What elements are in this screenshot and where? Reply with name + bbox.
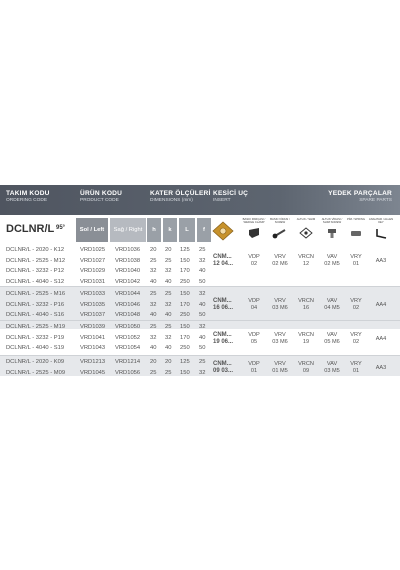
cell-sol: VRD1213: [80, 359, 106, 365]
pill-l: L: [179, 218, 195, 242]
cell-code: DCLNR/L - 2525 - M19: [6, 324, 66, 330]
cell-sag: VRD1054: [115, 345, 141, 351]
spare-part-line: 01: [352, 261, 360, 267]
spare-part-line: VAV: [326, 298, 338, 304]
table-row: [0, 300, 212, 310]
cell-l: 250: [180, 278, 190, 285]
cell-code: DCLNR/L - 3232 - P12: [6, 268, 65, 274]
cell-f: 32: [199, 291, 206, 297]
cell-code: DCLNR/L - 3232 - P19: [6, 334, 65, 341]
table-row: [0, 322, 212, 332]
cell-code: DCLNR/L - 2525 - M12: [6, 257, 66, 264]
insert-code-line: 12 04...: [213, 261, 234, 267]
model-angle: 95°: [56, 225, 66, 231]
cell-f: 32: [199, 257, 206, 264]
spare-part-line: VRY: [350, 298, 362, 304]
cell-sag: VRD1036: [115, 247, 141, 253]
spare-part-line: VDP: [248, 332, 260, 338]
header-product-code: ÜRÜN KODU PRODUCT CODE: [80, 190, 123, 203]
cell-k: 40: [165, 278, 172, 285]
spare-part-line: VRCN: [298, 332, 314, 338]
spare-shim-col: ALTLIK / SHIM: [293, 218, 319, 244]
spare-part-line: AA4: [375, 302, 387, 308]
spare-part-line: VDP: [248, 254, 260, 260]
cell-k: 40: [165, 345, 172, 351]
spare-part-line: AA4: [375, 336, 387, 342]
insert-code: [213, 332, 243, 346]
cell-sol: VRD1029: [80, 268, 106, 274]
table-row: [0, 368, 212, 378]
spare-part-cell: [267, 254, 293, 268]
model-title: DCLNR/L: [6, 223, 55, 235]
cell-f: 25: [199, 359, 206, 365]
cell-f: 40: [199, 301, 206, 308]
pill-h: h: [147, 218, 161, 242]
cell-h: 40: [150, 345, 157, 351]
cell-k: 25: [165, 324, 172, 330]
cell-sag: VRD1050: [115, 324, 141, 330]
insert-code: [213, 298, 243, 312]
cell-k: 32: [165, 301, 172, 308]
cell-k: 20: [165, 359, 172, 365]
cell-f: 40: [199, 334, 206, 341]
spare-part-line: VRY: [350, 254, 362, 260]
spare-part-line: VRCN: [298, 298, 314, 304]
cell-sag: VRD1046: [115, 301, 141, 308]
table-row: [0, 357, 212, 367]
cell-sol: VRD1035: [80, 301, 106, 308]
group-separator: [0, 355, 400, 356]
cell-f: 50: [199, 345, 206, 351]
insert-code-line: 19 06...: [213, 339, 234, 345]
cell-h: 32: [150, 334, 157, 341]
spare-part-cell: [319, 332, 345, 346]
spare-part-line: 04: [250, 305, 258, 311]
cell-l: 150: [180, 257, 190, 264]
spare-part-cell: [293, 254, 319, 268]
insert-code-line: 09 03...: [213, 368, 234, 374]
spare-part-cell: [293, 332, 319, 346]
spare-part-cell: [319, 361, 345, 375]
spare-part-cell: [293, 298, 319, 312]
cell-sol: VRD1037: [80, 312, 106, 318]
spare-part-line: 16: [302, 305, 310, 311]
cell-code: DCLNR/L - 3232 - P16: [6, 301, 65, 308]
spare-part-line: 01 M5: [272, 368, 288, 374]
cell-l: 170: [180, 301, 190, 308]
header-insert: KESİCİ UÇ INSERT: [213, 190, 249, 203]
cell-l: 250: [180, 345, 190, 351]
spare-part-line: 05 M6: [324, 339, 340, 345]
spare-part-line: VRV: [274, 298, 286, 304]
spare-part-line: VRV: [274, 254, 286, 260]
insert-code: [213, 361, 243, 375]
spare-allen-key-col: ANAHTAR / ALLEN KEY: [368, 218, 394, 244]
spare-part-cell: [241, 254, 267, 268]
cell-h: 25: [150, 324, 157, 330]
spare-part-line: 01: [250, 368, 258, 374]
spare-part-line: 02 M5: [324, 261, 340, 267]
spare-part-line: 01: [352, 368, 360, 374]
pill-right: Sağ / Right: [110, 218, 146, 242]
cell-k: 25: [165, 291, 172, 297]
wedge-clamp-icon: [247, 227, 261, 239]
cell-k: 32: [165, 268, 172, 274]
spare-part-cell: [368, 336, 394, 343]
spare-part-line: AA3: [375, 365, 387, 371]
spare-part-line: 04 M5: [324, 305, 340, 311]
spare-part-line: VRV: [274, 361, 286, 367]
table-row: [0, 245, 212, 255]
cell-sol: VRD1045: [80, 369, 106, 376]
table-row: [0, 343, 212, 353]
cell-k: 25: [165, 257, 172, 264]
spare-part-line: AA3: [375, 258, 387, 264]
cell-sag: VRD1056: [115, 369, 141, 376]
spare-part-cell: [267, 361, 293, 375]
spare-part-cell: [241, 361, 267, 375]
spare-part-cell: [241, 332, 267, 346]
spare-part-line: 12: [302, 261, 310, 267]
cell-k: 25: [165, 369, 172, 376]
cell-sag: VRD1048: [115, 312, 141, 318]
cell-k: 40: [165, 312, 172, 318]
allen-key-icon: [374, 227, 388, 239]
cell-sag: VRD1040: [115, 268, 141, 274]
cell-l: 170: [180, 334, 190, 341]
cell-l: 150: [180, 291, 190, 297]
cell-h: 40: [150, 312, 157, 318]
header-dimensions: KATER ÖLÇÜLERİ DIMENSIONS (mm): [150, 190, 211, 203]
spare-part-line: 05: [250, 339, 258, 345]
cell-sol: VRD1031: [80, 278, 106, 285]
spare-part-line: 09: [302, 368, 310, 374]
shim-screw-icon: [325, 227, 339, 239]
table-header-bar: [0, 185, 400, 215]
spare-part-cell: [343, 254, 369, 268]
insert-diamond-icon: [212, 221, 234, 241]
spare-part-line: 02 M6: [272, 261, 288, 267]
cell-code: DCLNR/L - 2020 - K09: [6, 359, 65, 365]
insert-code-line: CNM...: [213, 332, 232, 338]
cell-code: DCLNR/L - 4040 - S16: [6, 312, 65, 318]
spare-spring-col: PİM / SPRING: [343, 218, 369, 244]
spare-part-cell: [319, 298, 345, 312]
spare-part-line: VDP: [248, 298, 260, 304]
cell-h: 25: [150, 369, 157, 376]
spare-part-line: 03 M6: [272, 305, 288, 311]
pill-k: k: [163, 218, 177, 242]
spare-part-line: 02: [352, 305, 360, 311]
table-row: [0, 277, 212, 287]
model-row: [0, 218, 400, 244]
cell-code: DCLNR/L - 2525 - M09: [6, 369, 66, 376]
cell-l: 150: [180, 324, 190, 330]
spare-part-line: 19: [302, 339, 310, 345]
cell-sol: VRD1025: [80, 247, 106, 253]
table-row: [0, 256, 212, 266]
spare-part-cell: [368, 365, 394, 372]
spare-part-line: VRV: [274, 332, 286, 338]
screw-icon: [272, 227, 288, 239]
pill-f: f: [197, 218, 211, 242]
cell-sag: VRD1038: [115, 257, 141, 264]
table-row: [0, 266, 212, 276]
spare-part-cell: [343, 332, 369, 346]
table-row: [0, 333, 212, 343]
spare-part-cell: [241, 298, 267, 312]
spare-part-line: VAV: [326, 332, 338, 338]
cell-f: 32: [199, 369, 206, 376]
spare-part-line: VRCN: [298, 361, 314, 367]
header-spare-parts: YEDEK PARÇALAR SPARE PARTS: [328, 190, 392, 203]
cell-sag: VRD1042: [115, 278, 141, 285]
spare-part-line: VAV: [326, 254, 338, 260]
table-row: [0, 289, 212, 299]
cell-f: 40: [199, 268, 206, 274]
cell-l: 150: [180, 369, 190, 376]
spare-part-cell: [368, 258, 394, 265]
insert-code-line: CNM...: [213, 361, 232, 367]
spare-part-cell: [368, 302, 394, 309]
spare-part-line: VDP: [248, 361, 260, 367]
insert-code-line: CNM...: [213, 298, 232, 304]
spare-part-line: 03 M5: [324, 368, 340, 374]
spare-wedge-clamp-col: BASKI PARÇASI / WEDGE CLAMP: [241, 218, 267, 244]
spare-part-line: VRCN: [298, 254, 314, 260]
spare-part-cell: [267, 298, 293, 312]
cell-f: 32: [199, 324, 206, 330]
cell-h: 20: [150, 359, 157, 365]
cell-sag: VRD1044: [115, 291, 141, 297]
spare-part-line: VRY: [350, 332, 362, 338]
spare-shim-screw-col: ALTLIK VİDASI / SHIM SCREW: [319, 218, 345, 244]
cell-sol: VRD1043: [80, 345, 106, 351]
cell-k: 32: [165, 334, 172, 341]
pill-left: Sol / Left: [76, 218, 108, 242]
cell-f: 50: [199, 312, 206, 318]
spare-part-line: 02: [352, 339, 360, 345]
cell-l: 125: [180, 247, 190, 253]
group-separator: [0, 320, 400, 321]
cell-sol: VRD1041: [80, 334, 106, 341]
cell-f: 25: [199, 247, 206, 253]
cell-l: 170: [180, 268, 190, 274]
spare-part-cell: [293, 361, 319, 375]
spare-part-cell: [343, 298, 369, 312]
spare-part-cell: [343, 361, 369, 375]
cell-h: 25: [150, 291, 157, 297]
table-row: [0, 310, 212, 320]
spare-part-cell: [267, 332, 293, 346]
cell-sol: VRD1027: [80, 257, 106, 264]
cell-sag: VRD1052: [115, 334, 141, 341]
cell-h: 40: [150, 278, 157, 285]
shim-icon: [299, 227, 313, 239]
header-ordering-code: TAKIM KODU ORDERING CODE: [6, 190, 50, 203]
spring-pin-icon: [349, 227, 363, 239]
cell-sol: VRD1033: [80, 291, 106, 297]
insert-code-line: CNM...: [213, 254, 232, 260]
cell-code: DCLNR/L - 4040 - S12: [6, 278, 65, 285]
cell-code: DCLNR/L - 2525 - M16: [6, 291, 66, 297]
spare-part-line: 03 M6: [272, 339, 288, 345]
cell-f: 50: [199, 278, 206, 285]
cell-l: 125: [180, 359, 190, 365]
cell-h: 32: [150, 301, 157, 308]
cell-sag: VRD1214: [115, 359, 141, 365]
cell-sol: VRD1039: [80, 324, 106, 330]
spare-part-line: VAV: [326, 361, 338, 367]
cell-h: 32: [150, 268, 157, 274]
spare-part-cell: [319, 254, 345, 268]
cell-code: DCLNR/L - 2020 - K12: [6, 247, 65, 253]
cell-l: 250: [180, 312, 190, 318]
cell-h: 20: [150, 247, 157, 253]
spare-screw-col: BASKI VİDASI / SCREW: [267, 218, 293, 244]
spare-part-line: VRY: [350, 361, 362, 367]
cell-k: 20: [165, 247, 172, 253]
cell-code: DCLNR/L - 4040 - S19: [6, 345, 65, 351]
spare-part-line: 02: [250, 261, 258, 267]
insert-code-line: 16 06...: [213, 305, 234, 311]
cell-h: 25: [150, 257, 157, 264]
insert-code: [213, 254, 243, 268]
